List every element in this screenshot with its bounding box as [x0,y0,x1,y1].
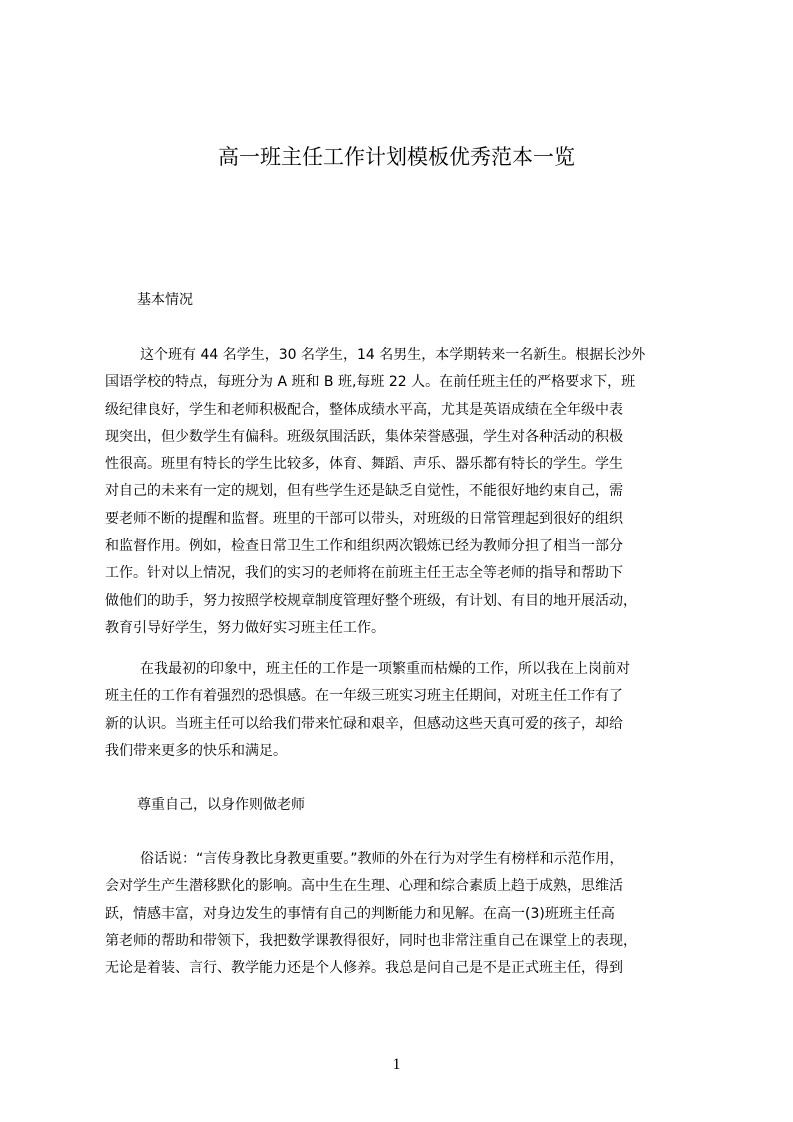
paragraph-line: 无论是着装、言行、教学能力还是个人修养。我总是问自己是不是正式班主任，得到 [105,960,623,977]
paragraph-line: 会对学生产生潜移默化的影响。高中生在生理、心理和综合素质上趋于成熟，思维活 [105,878,623,895]
paragraph-line: 跃，情感丰富，对身边发生的事情有自己的判断能力和见解。在高一(3)班班主任高 [105,905,615,922]
paragraph-line: 现突出，但少数学生有偏科。班级氛围活跃，集体荣誉感强，学生对各种活动的积极 [105,428,623,445]
paragraph-line: 班主任的工作有着强烈的恐惧感。在一年级三班实习班主任期间，对班主任工作有了 [105,688,623,705]
paragraph-line: 国语学校的特点，每班分为 A 班和 B 班,每班 22 人。在前任班主任的严格要求下，班 [105,374,636,391]
paragraph-line: 和监督作用。例如，检查日常卫生工作和组织两次锻炼已经为教师分担了相当一部分 [105,538,623,555]
paragraph-line: 工作。针对以上情况，我们的实习的老师将在前班主任王志全等老师的指导和帮助下 [105,565,623,582]
paragraph-line: 教育引导好学生，努力做好实习班主任工作。 [105,619,385,636]
paragraph-line: 我们带来更多的快乐和满足。 [105,742,287,759]
paragraph-line: 对自己的未来有一定的规划，但有些学生还是缺乏自觉性，不能很好地约束自己，需 [105,483,623,500]
paragraph-line: 在我最初的印象中，班主任的工作是一项繁重而枯燥的工作，所以我在上岗前对 [140,661,630,677]
paragraph-line: 新的认识。当班主任可以给我们带来忙碌和艰辛，但感动这些天真可爱的孩子，却给 [105,715,623,732]
paragraph-line: 级纪律良好，学生和老师积极配合，整体成绩水平高，尤其是英语成绩在全年级中表 [105,401,623,418]
paragraph-basic-info-1 [105,342,697,642]
paragraph-line: 做他们的助手，努力按照学校规章制度管理好整个班级，有计划、有目的地开展活动， [105,592,637,609]
paragraph-line: 性很高。班里有特长的学生比较多，体育、舞蹈、声乐、器乐都有特长的学生。学生 [105,456,623,473]
paragraph-line: 第老师的帮助和带领下，我把数学课教得很好，同时也非常注重自己在课堂上的表现， [105,932,637,949]
paragraph-basic-info-2 [105,656,697,765]
section-heading-lead-by-example: 尊重自己，以身作则做老师 [137,797,305,813]
paragraph-line: 俗话说：“言传身教比身教更重要。”教师的外在行为对学生有榜样和示范作用， [140,851,624,867]
section-heading-basic-info: 基本情况 [137,292,193,308]
paragraph-line: 要老师不断的提醒和监督。班里的干部可以带头，对班级的日常管理起到很好的组织 [105,510,623,527]
paragraph-line: 这个班有 44 名学生，30 名学生，14 名男生，本学期转来一名新生。根据长沙外 [140,347,646,363]
document-title: 高一班主任工作计划模板优秀范本一览 [218,145,575,169]
page-number: 1 [392,1056,401,1073]
paragraph-lead-by-example-1 [105,846,697,982]
